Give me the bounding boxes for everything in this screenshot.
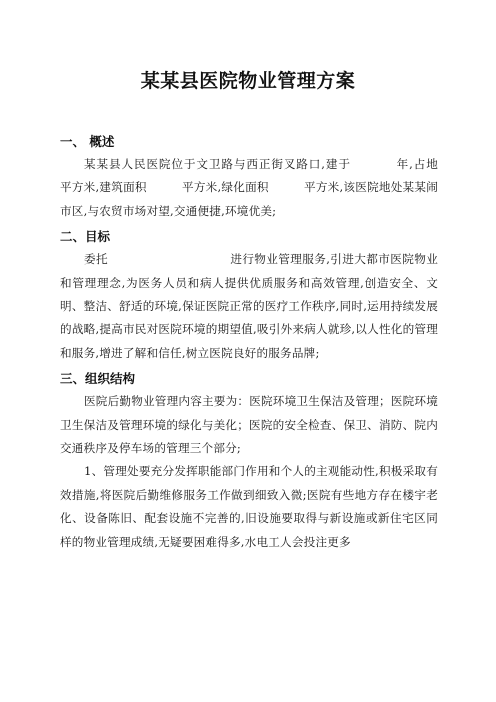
paragraph: 委托 进行物业管理服务,引进大都市医院物业和管理理念,为医务人员和病人提供优质服务和高效管理,创造安全、文明、整洁、舒适的环境,保证医院正常的医疗工作秩序,同时,运用持续发展的战略,提高市民对医院环境的期望值,吸引外来病人就珍,以人性化的管理和服务,增进了解和信任,树立医院良好的服务品牌; — [60, 252, 438, 360]
document-title: 某某县医院物业管理方案 — [140, 70, 356, 92]
section-heading: 一、 概述 — [60, 134, 115, 149]
section-overview — [60, 130, 466, 223]
paragraph: 医院后勤物业管理内容主要为：医院环境卫生保洁及管理；医院环境卫生保洁及管理环境的绿化与美化；医院的安全检查、保卫、消防、院内交通秩序及停车场的管理三个部分; — [60, 394, 438, 456]
section-goals — [60, 225, 438, 365]
section-organization — [60, 367, 438, 554]
section-heading: 三、组织结构 — [60, 371, 136, 387]
document-body — [60, 130, 466, 554]
paragraph: 1、管理处要充分发挥职能部门作用和个人的主观能动性,积极采取有效措施,将医院后勤维修服务工作做到细致入微;医院有些地方存在楼宇老化、设备陈旧、配套设施不完善的,旧设施要取得与新设施或新住宅区同样的物业管理成绩,无疑要困难得多,水电工人会投注更多 — [60, 464, 438, 549]
section-heading: 二、目标 — [60, 229, 111, 245]
paragraph: 某某县人民医院位于文卫路与西正街叉路口,建于 年,占地 平方米,建筑面积 平方米,绿化面积 平方米,该医院地处某某闹市区,与农贸市场对望,交通便捷,环境优美; — [60, 157, 466, 218]
